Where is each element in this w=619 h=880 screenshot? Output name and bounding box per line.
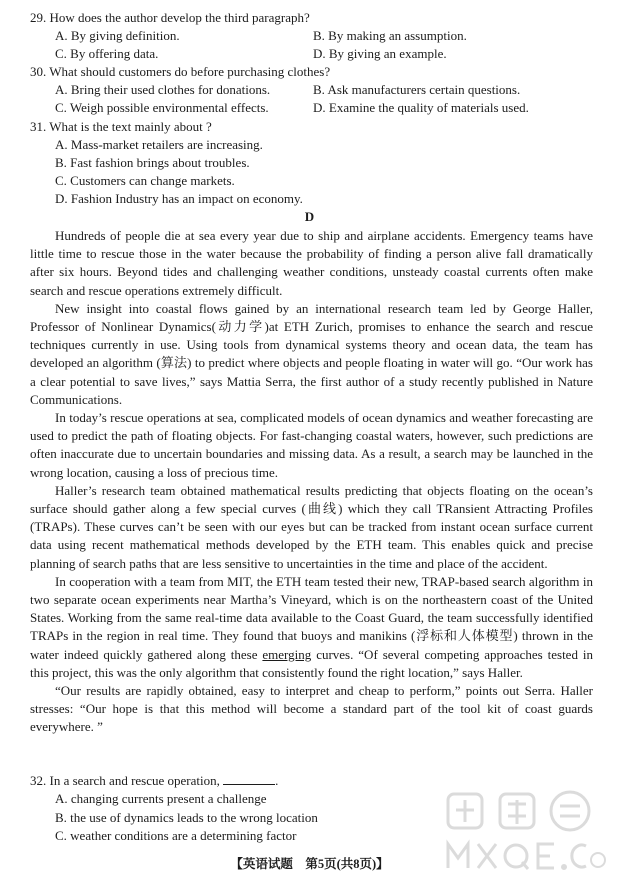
paragraph-5-text-after: curves. “Of several competing approaches tested in this project, this was the only algorithm that consistently found the right location,” says Haller. [30, 646, 593, 680]
question-32-stem [30, 772, 278, 790]
q32-stem-suffix: . [275, 773, 279, 788]
q30-option-c: C. Weigh possible environmental effects. [55, 100, 269, 115]
passage-paragraph-6: “Our results are rapidly obtained, easy to interpret and cheap to perform,” points out Serra. Haller stresses: “Our hope is that this method will become a standard part of the tool kit of coast guards everywhere. ” [30, 683, 593, 735]
q29-option-c: C. By offering data. [55, 46, 159, 61]
passage-paragraph-4: Haller’s research team obtained mathematical results predicting that objects floating on the ocean’s surface should gather along a few special curves (曲线) which they call TRansient Attracting Profiles (TRAPs). These curves can’t be seen with our eyes but can be tracked from instant ocean surface current data using recent mathematical methods developed by the ETH team. This enables quick and precise planning of search paths that are less sensitive to uncertainties in the time and place of the accident. [30, 482, 593, 571]
page-footer: 【英语试题 第5页(共8页)】 [230, 857, 389, 871]
q32-option-b: B. the use of dynamics leads to the wrong location [55, 810, 318, 825]
question-29-stem: 29. How does the author develop the third paragraph? [30, 10, 310, 25]
q31-option-c: C. Customers can change markets. [55, 173, 235, 188]
paragraph-5-text-before: In cooperation with a team from MIT, the ETH team tested their new, TRAP-based search algorithm in two separate ocean experiments near Martha’s Vineyard, which is on the northeastern coast of the United States. Working from the same real-time data available to the Coast Guard, the team successfully identified TRAPs in the region in real time. They found that buoys and manikins (浮标和人体模型) thrown in the water indeed quickly gathered along these [30, 573, 593, 662]
q29-option-b: B. By making an assumption. [313, 28, 467, 43]
q31-option-d: D. Fashion Industry has an impact on economy. [55, 191, 303, 206]
section-label: D [304, 209, 315, 224]
passage-paragraph-3: In today’s rescue operations at sea, complicated models of ocean dynamics and weather forecasting are used to predict the path of floating objects. For fast-changing coastal waters, however, such predictions are often inaccurate due to uncertain boundaries and missing data. As a result, a search may be launched in the wrong location, causing a loss of precious time. [30, 410, 593, 480]
q29-option-d: D. By giving an example. [313, 46, 447, 61]
passage-paragraph-2: New insight into coastal flows gained by an international research team led by George Haller, Professor of Nonlinear Dynamics(动力学)at ETH Zurich, promises to enhance the search and rescue techniques currently in use. Using tools from dynamical systems theory and ocean data, the team has developed an algorithm (算法) to predict where objects and people floating in water will go. “Our work has a clear potential to save lives,” says Mattia Serra, the first author of a study recently published in Nature Communications. [30, 300, 593, 407]
q30-option-a: A. Bring their used clothes for donations. [55, 82, 271, 97]
q32-option-c: C. weather conditions are a determining factor [55, 828, 297, 843]
q29-option-a: A. By giving definition. [55, 28, 180, 43]
passage-paragraph-5 [30, 573, 593, 682]
q32-option-a: A. changing currents present a challenge [55, 791, 267, 806]
underlined-word: emerging [262, 646, 312, 662]
q31-option-b: B. Fast fashion brings about troubles. [55, 155, 250, 170]
answer-blank [223, 772, 275, 785]
passage-paragraph-1: Hundreds of people die at sea every year due to ship and airplane accidents. Emergency teams have little time to rescue those in the water because the probability of finding a person alive fall dramatically after six hours. Beyond tides and challenging weather conditions, unsteady coastal currents often make search and rescue operations extremely difficult. [30, 228, 593, 298]
q30-option-d: D. Examine the quality of materials used. [313, 100, 529, 115]
reading-passage [30, 227, 593, 737]
question-30-stem: 30. What should customers do before purchasing clothes? [30, 64, 331, 79]
q31-option-a: A. Mass-market retailers are increasing. [55, 137, 263, 152]
q32-stem-prefix: 32. In a search and rescue operation, [30, 773, 220, 788]
q30-option-b: B. Ask manufacturers certain questions. [313, 82, 521, 97]
question-31-stem: 31. What is the text mainly about ? [30, 119, 212, 134]
